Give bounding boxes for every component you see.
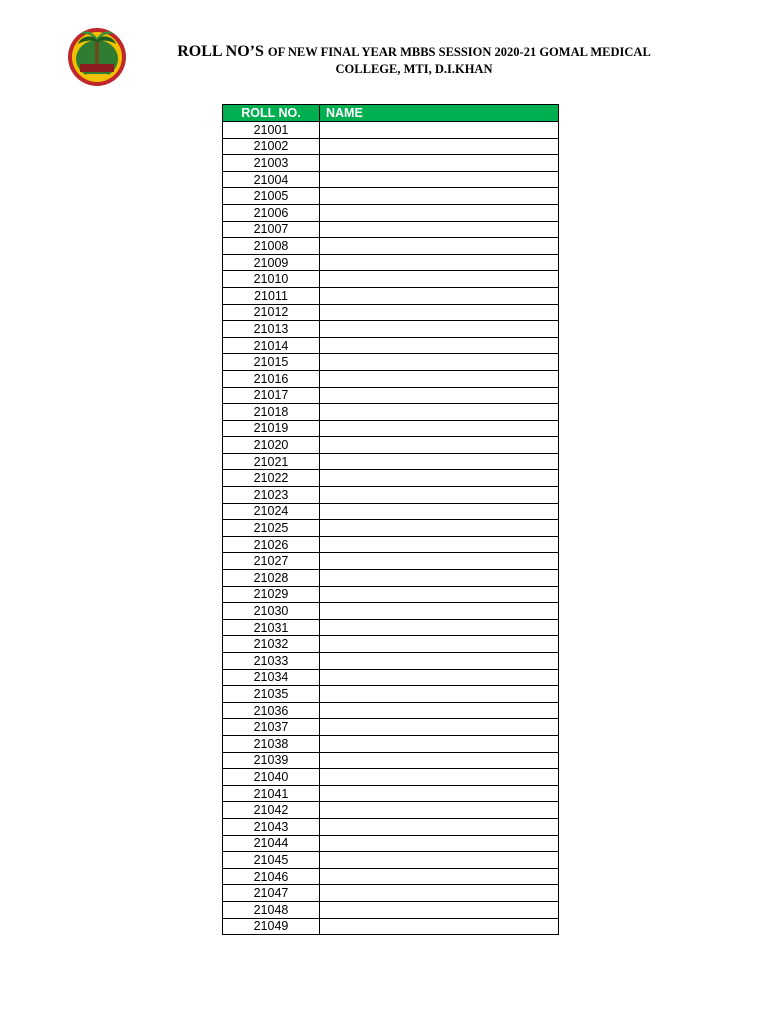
document-title — [140, 43, 688, 78]
roll-number-cell: 21047 — [223, 885, 320, 902]
table-row — [223, 271, 559, 288]
roll-number-cell: 21045 — [223, 852, 320, 869]
name-cell — [320, 619, 559, 636]
name-cell — [320, 653, 559, 670]
table-row — [223, 603, 559, 620]
table-row — [223, 570, 559, 587]
table-row — [223, 453, 559, 470]
table-row — [223, 354, 559, 371]
roll-number-cell: 21039 — [223, 752, 320, 769]
table-row — [223, 686, 559, 703]
roll-number-cell: 21048 — [223, 901, 320, 918]
table-row — [223, 852, 559, 869]
table-row — [223, 487, 559, 504]
name-cell — [320, 404, 559, 421]
roll-number-cell: 21024 — [223, 503, 320, 520]
name-cell — [320, 901, 559, 918]
table-row — [223, 204, 559, 221]
roll-number-cell: 21006 — [223, 204, 320, 221]
table-row — [223, 420, 559, 437]
table-row — [223, 553, 559, 570]
table-row — [223, 636, 559, 653]
roll-number-cell: 21041 — [223, 785, 320, 802]
table-row — [223, 769, 559, 786]
table-header-row — [223, 105, 559, 122]
name-cell — [320, 337, 559, 354]
name-cell — [320, 387, 559, 404]
table-row — [223, 785, 559, 802]
table-row — [223, 835, 559, 852]
table-row — [223, 221, 559, 238]
name-cell — [320, 702, 559, 719]
roll-number-cell: 21012 — [223, 304, 320, 321]
roll-number-cell: 21044 — [223, 835, 320, 852]
name-cell — [320, 420, 559, 437]
name-cell — [320, 818, 559, 835]
column-header-name: NAME — [320, 105, 559, 122]
roll-number-cell: 21002 — [223, 138, 320, 155]
name-cell — [320, 122, 559, 139]
table-row — [223, 752, 559, 769]
roll-number-cell: 21017 — [223, 387, 320, 404]
table-row — [223, 918, 559, 935]
name-cell — [320, 852, 559, 869]
roll-number-cell: 21005 — [223, 188, 320, 205]
title-line2: COLLEGE, MTI, D.I.KHAN — [335, 62, 493, 76]
table-row — [223, 901, 559, 918]
name-cell — [320, 918, 559, 935]
table-row — [223, 138, 559, 155]
table-row — [223, 321, 559, 338]
table-row — [223, 735, 559, 752]
roll-number-cell: 21035 — [223, 686, 320, 703]
roll-number-cell: 21040 — [223, 769, 320, 786]
roll-number-cell: 21037 — [223, 719, 320, 736]
title-main: ROLL NO’S — [177, 43, 264, 60]
name-cell — [320, 570, 559, 587]
table-row — [223, 171, 559, 188]
name-cell — [320, 868, 559, 885]
roll-number-cell: 21020 — [223, 437, 320, 454]
title-rest: OF NEW FINAL YEAR MBBS SESSION 2020-21 GOMAL MEDICAL — [267, 45, 651, 59]
table-row — [223, 586, 559, 603]
table-row — [223, 619, 559, 636]
name-cell — [320, 470, 559, 487]
name-cell — [320, 287, 559, 304]
table-row — [223, 653, 559, 670]
name-cell — [320, 171, 559, 188]
name-cell — [320, 885, 559, 902]
roll-number-cell: 21031 — [223, 619, 320, 636]
table-row — [223, 536, 559, 553]
roll-number-cell: 21010 — [223, 271, 320, 288]
table-row — [223, 337, 559, 354]
name-cell — [320, 802, 559, 819]
roll-number-cell: 21030 — [223, 603, 320, 620]
name-cell — [320, 503, 559, 520]
name-cell — [320, 271, 559, 288]
table-row — [223, 802, 559, 819]
roll-number-cell: 21016 — [223, 370, 320, 387]
table-body — [223, 122, 559, 935]
roll-number-cell: 21013 — [223, 321, 320, 338]
name-cell — [320, 304, 559, 321]
table-row — [223, 387, 559, 404]
name-cell — [320, 785, 559, 802]
table-row — [223, 818, 559, 835]
roll-number-cell: 21026 — [223, 536, 320, 553]
table-row — [223, 520, 559, 537]
name-cell — [320, 354, 559, 371]
name-cell — [320, 204, 559, 221]
table-row — [223, 885, 559, 902]
roll-number-cell: 21033 — [223, 653, 320, 670]
roll-number-cell: 21049 — [223, 918, 320, 935]
roll-number-cell: 21008 — [223, 238, 320, 255]
table-row — [223, 437, 559, 454]
table-row — [223, 868, 559, 885]
college-crest-icon — [66, 26, 128, 88]
table-row — [223, 304, 559, 321]
name-cell — [320, 752, 559, 769]
name-cell — [320, 254, 559, 271]
table-row — [223, 238, 559, 255]
table-row — [223, 702, 559, 719]
roll-number-cell: 21007 — [223, 221, 320, 238]
name-cell — [320, 769, 559, 786]
roll-number-cell: 21022 — [223, 470, 320, 487]
table-row — [223, 404, 559, 421]
table-row — [223, 155, 559, 172]
name-cell — [320, 636, 559, 653]
roll-number-cell: 21015 — [223, 354, 320, 371]
roll-number-cell: 21023 — [223, 487, 320, 504]
name-cell — [320, 669, 559, 686]
roll-number-cell: 21018 — [223, 404, 320, 421]
name-cell — [320, 603, 559, 620]
roll-number-cell: 21028 — [223, 570, 320, 587]
name-cell — [320, 453, 559, 470]
roll-number-cell: 21014 — [223, 337, 320, 354]
roll-number-cell: 21025 — [223, 520, 320, 537]
name-cell — [320, 719, 559, 736]
name-cell — [320, 686, 559, 703]
roll-number-cell: 21003 — [223, 155, 320, 172]
roll-number-table — [222, 104, 559, 935]
name-cell — [320, 835, 559, 852]
table-row — [223, 188, 559, 205]
roll-number-cell: 21038 — [223, 735, 320, 752]
name-cell — [320, 536, 559, 553]
name-cell — [320, 370, 559, 387]
roll-number-cell: 21032 — [223, 636, 320, 653]
roll-number-cell: 21019 — [223, 420, 320, 437]
table-row — [223, 287, 559, 304]
roll-number-cell: 21021 — [223, 453, 320, 470]
name-cell — [320, 735, 559, 752]
roll-number-cell: 21042 — [223, 802, 320, 819]
roll-number-cell: 21027 — [223, 553, 320, 570]
table-row — [223, 503, 559, 520]
roll-number-cell: 21046 — [223, 868, 320, 885]
roll-number-cell: 21043 — [223, 818, 320, 835]
roll-number-cell: 21034 — [223, 669, 320, 686]
name-cell — [320, 437, 559, 454]
table-row — [223, 122, 559, 139]
table-row — [223, 719, 559, 736]
name-cell — [320, 188, 559, 205]
table-row — [223, 470, 559, 487]
name-cell — [320, 586, 559, 603]
roll-number-cell: 21036 — [223, 702, 320, 719]
name-cell — [320, 221, 559, 238]
roll-number-cell: 21004 — [223, 171, 320, 188]
name-cell — [320, 520, 559, 537]
roll-number-cell: 21009 — [223, 254, 320, 271]
roll-number-cell: 21001 — [223, 122, 320, 139]
name-cell — [320, 321, 559, 338]
name-cell — [320, 155, 559, 172]
name-cell — [320, 487, 559, 504]
table-row — [223, 669, 559, 686]
name-cell — [320, 553, 559, 570]
roll-number-cell: 21029 — [223, 586, 320, 603]
table-row — [223, 370, 559, 387]
column-header-roll-no: ROLL NO. — [223, 105, 320, 122]
name-cell — [320, 238, 559, 255]
roll-number-cell: 21011 — [223, 287, 320, 304]
name-cell — [320, 138, 559, 155]
table-row — [223, 254, 559, 271]
